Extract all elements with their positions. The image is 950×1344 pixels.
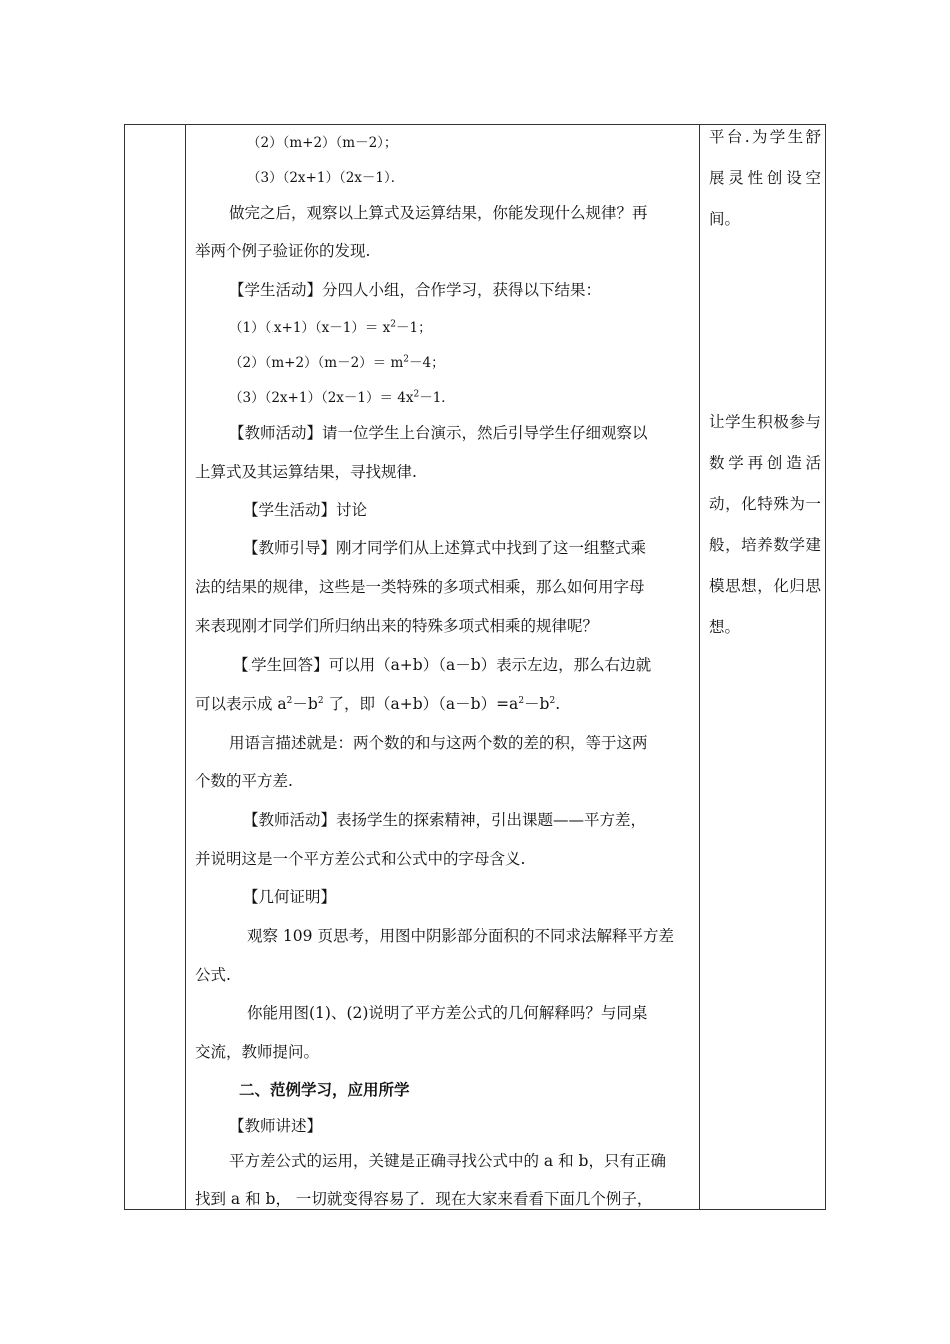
side-note-2: 让学生积极参与数学再创造活动，化特殊为一般，培养数学建模思想，化归思想。 [709, 413, 821, 636]
column-divider-1 [185, 125, 186, 1209]
side-note-1: 平台.为学生舒展灵性创设空间。 [709, 128, 821, 228]
student-activity-1: 【学生活动】分四人小组，合作学习，获得以下结果： [229, 281, 602, 299]
lesson-table [124, 124, 826, 1210]
geometry-proof-heading: 【几何证明】 [243, 888, 337, 906]
paragraph-line: 来表现刚才同学们所归纳出来的特殊多项式相乘的规律呢？ [195, 617, 599, 635]
paragraph-line: 个数的平方差. [195, 772, 293, 790]
paragraph-line: 做完之后，观察以上算式及运算结果，你能发现什么规律？再 [229, 204, 648, 222]
exercise-3: （3）（2x+1）（2x－1）． [247, 170, 405, 186]
result-3: $(3)(2x+1)(2x-1)= 4x^2-1$． [229, 389, 455, 406]
paragraph-line: 交流，教师提问。 [195, 1043, 320, 1061]
paragraph-line: 平方差公式的运用，关键是正确寻找公式中的 a 和 b，只有正确 [229, 1152, 666, 1170]
paragraph-line: 你能用图(1)、(2)说明了平方差公式的几何解释吗？与同桌 [247, 1004, 648, 1022]
mark-dot: . [271, 325, 274, 334]
teacher-activity-1: 【教师活动】请一位学生上台演示，然后引导学生仔细观察以 [229, 424, 648, 442]
mark-dot: . [248, 663, 252, 672]
student-activity-2: 【学生活动】讨论 [243, 501, 368, 519]
paragraph-line: 用语言描述就是：两个数的和与这两个数的差的积，等于这两 [229, 734, 648, 752]
exercise-2: （2）（m+2）（m－2）； [247, 135, 398, 151]
section-heading: 二、范例学习，应用所学 [239, 1080, 410, 1099]
paragraph-line: 并说明这是一个平方差公式和公式中的字母含义. [195, 850, 526, 868]
paragraph-line: 上算式及其运算结果，寻找规律. [195, 463, 417, 481]
formula-line: 可以表示成 $a^2-b^2$ 了，即$(a+b)(a-b)=a^2-b^2$. [195, 695, 561, 713]
teacher-explain-heading: 【教师讲述】 [229, 1117, 323, 1135]
teacher-guide: 【教师引导】刚才同学们从上述算式中找到了这一组整式乘 [243, 539, 647, 557]
teacher-activity-2: 【教师活动】表扬学生的探索精神，引出课题——平方差， [243, 811, 647, 829]
result-2: $(2)(m+2)(m-2)= m^2-4$； [229, 354, 445, 371]
paragraph-line: 找到 a 和 b， 一切就变得容易了．现在大家来看看下面几个例子， [195, 1190, 653, 1208]
student-answer: 【.学生回答】可以用（a+b）（a－b）表示左边，那么右边就 [233, 656, 652, 674]
paragraph-line: 举两个例子验证你的发现. [195, 242, 371, 260]
paragraph-line: 法的结果的规律，这些是一类特殊的多项式相乘，那么如何用字母 [195, 578, 645, 596]
result-1: $(1)(.x+1)(x-1)= x^2-1$； [229, 319, 432, 336]
column-divider-2 [699, 125, 700, 1209]
paragraph-line: 公式. [195, 966, 231, 984]
paragraph-line: 观察 109 页思考，用图中阴影部分面积的不同求法解释平方差 [247, 927, 674, 945]
